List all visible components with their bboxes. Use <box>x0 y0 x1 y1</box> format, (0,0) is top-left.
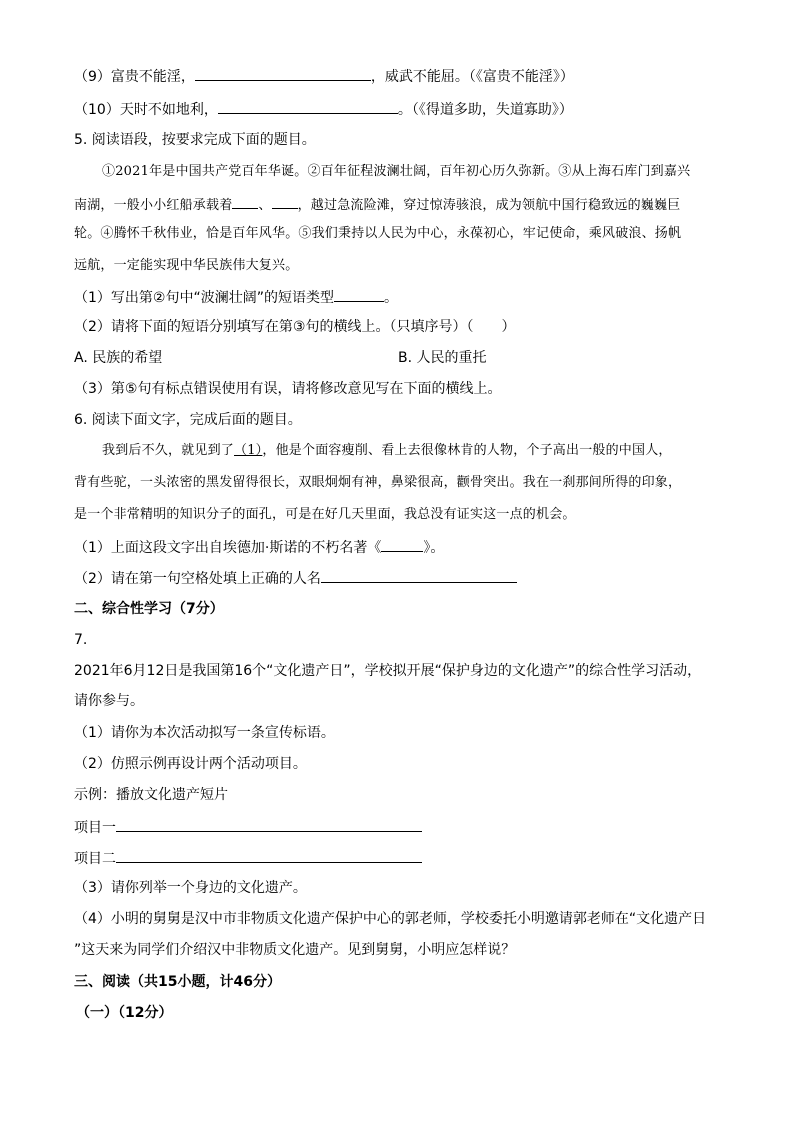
item10-prefix: （10）天时不如地利， <box>74 102 218 118</box>
item10-answer-blank[interactable] <box>218 99 398 114</box>
q7-item2: 项目二 <box>74 848 422 868</box>
item1-answer-blank[interactable] <box>116 817 422 832</box>
q6-para-line1: 我到后不久，就见到了（1），他是个面容瘦削、看上去很像林肯的人物，个子高出一般的中国人， <box>102 443 672 458</box>
q7-example: 示例：播放文化遗产短片 <box>74 787 228 803</box>
q6-title: 6. 阅读下面文字，完成后面的题目。 <box>74 412 302 428</box>
q5-para-line2: 南湖，一般小小红船承载着 、 ，越过急流险滩，穿过惊涛骇浪，成为领航中国行稳致远的巍巍巨 <box>74 194 680 215</box>
section2-heading: 二、综合性学习（7分） <box>74 601 224 617</box>
option-b[interactable]: B. 人民的重托 <box>398 350 487 366</box>
q5-blank-2[interactable] <box>272 194 298 209</box>
q6-blank-marker[interactable]: （1） <box>234 443 263 458</box>
q5-para-line3: 轮。④腾怀千秋伟业，恰是百年风华。⑤我们秉持以人民为中心，永葆初心，牢记使命，乘风破浪、扬帆 <box>74 226 682 241</box>
q6-para-line2: 背有些驼，一头浓密的黑发留得很长，双眼炯炯有神，鼻梁很高，颧骨突出。我在一刹那间所得的印象， <box>74 475 682 490</box>
q5-title: 5. 阅读语段，按要求完成下面的题目。 <box>74 132 316 148</box>
item2-answer-blank[interactable] <box>116 848 422 863</box>
q7-intro-line1: 2021年6月12日是我国第16个“文化遗产日”，学校拟开展“保护身边的文化遗产”的综合性学习活动， <box>74 663 702 679</box>
q5-sub2: （2）请将下面的短语分别填写在第③句的横线上。（只填序号）（ ） <box>74 319 516 335</box>
q4-item9 <box>74 66 574 86</box>
option-a[interactable]: A. 民族的希望 <box>74 350 163 366</box>
q7-item1: 项目一 <box>74 817 422 837</box>
section3-subheading: （一）（12分） <box>76 1005 173 1021</box>
q7-sub2: （2）仿照示例再设计两个活动项目。 <box>74 756 307 772</box>
q7-sub1: （1）请你为本次活动拟写一条宣传标语。 <box>74 725 335 741</box>
q6-book-title-blank[interactable] <box>381 537 423 552</box>
q7-sub4-line2: ”这天来为同学们介绍汉中非物质文化遗产。见到舅舅，小明应怎样说？ <box>74 942 516 958</box>
q5-options <box>74 349 714 367</box>
q6-sub1: （1）上面这段文字出自埃德加·斯诺的不朽名著《 》。 <box>74 537 444 557</box>
item10-suffix: 。（《得道多助，失道寡助》） <box>397 102 573 118</box>
q7-sub3: （3）请你列举一个身边的文化遗产。 <box>74 880 307 896</box>
item9-answer-blank[interactable] <box>195 66 371 81</box>
q6-sub2: （2）请在第一句空格处填上正确的人名 <box>74 568 517 588</box>
item9-prefix: （9）富贵不能淫， <box>74 69 195 85</box>
item9-suffix: ，威武不能屈。（《富贵不能淫》） <box>370 69 574 85</box>
q5-blank-1[interactable] <box>232 194 258 209</box>
q7-sub4-line1: （4）小明的舅舅是汉中市非物质文化遗产保护中心的郭老师，学校委托小明邀请郭老师在“文化遗产日 <box>74 911 707 927</box>
q5-sub1-blank[interactable] <box>334 287 384 302</box>
q7-number: 7. <box>74 632 88 648</box>
q5-para-line4: 远航，一定能实现中华民族伟大复兴。 <box>74 258 299 273</box>
q5-sub3: （3）第⑤句有标点错误使用有误，请将修改意见写在下面的横线上。 <box>74 381 502 397</box>
q5-para-line1: ①2021年是中国共产党百年华诞。②百年征程波澜壮阔，百年初心历久弥新。③从上海石库门到嘉兴 <box>102 164 691 179</box>
q6-name-blank[interactable] <box>321 568 517 583</box>
q7-intro-line2: 请你参与。 <box>74 693 144 709</box>
q5-sub1: （1）写出第②句中“波澜壮阔”的短语类型 。 <box>74 287 398 307</box>
section3-heading: 三、阅读（共15小题，计46分） <box>74 974 281 990</box>
q6-para-line3: 是一个非常精明的知识分子的面孔，可是在好几天里面，我总没有证实这一点的机会。 <box>74 507 576 522</box>
q4-item10 <box>74 99 573 119</box>
